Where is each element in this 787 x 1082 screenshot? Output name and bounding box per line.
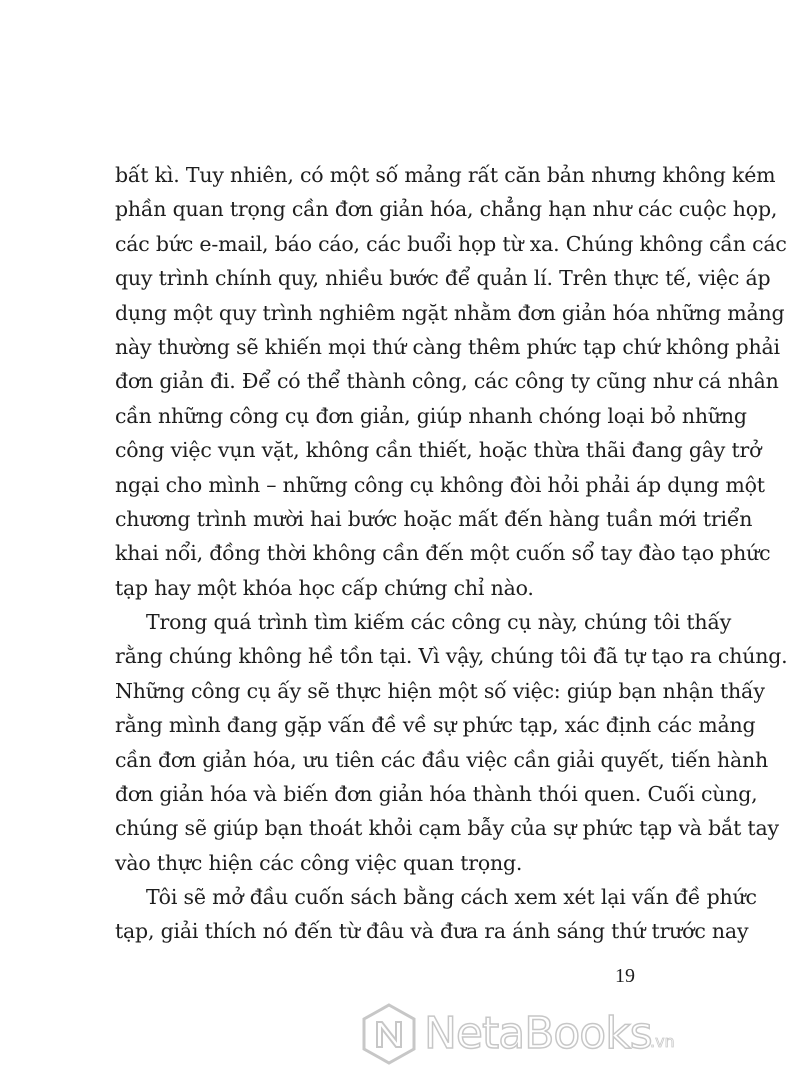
watermark-brand: NetaBooks: [424, 1008, 652, 1059]
text-line: dụng một quy trình nghiêm ngặt nhằm đơn giản hóa những mảng: [115, 300, 785, 325]
text-line: công việc vụn vặt, không cần thiết, hoặc thừa thãi đang gây trở: [115, 438, 762, 463]
text-line: chúng sẽ giúp bạn thoát khỏi cạm bẫy của sự phức tạp và bắt tay: [115, 816, 779, 841]
text-line: rằng mình đang gặp vấn đề về sự phức tạp, xác định các mảng: [115, 713, 756, 738]
text-line: cần những công cụ đơn giản, giúp nhanh chóng loại bỏ những: [115, 403, 747, 428]
watermark: [360, 1000, 700, 1070]
text-line: ngại cho mình – những công cụ không đòi hỏi phải áp dụng một: [115, 472, 765, 497]
text-line: rằng chúng không hề tồn tại. Vì vậy, chúng tôi đã tự tạo ra chúng.: [115, 644, 787, 669]
text-line: Trong quá trình tìm kiếm các công cụ này, chúng tôi thấy: [146, 610, 732, 634]
text-line: vào thực hiện các công việc quan trọng.: [115, 850, 523, 875]
paragraph-2: [115, 605, 787, 880]
text-line: phần quan trọng cần đơn giản hóa, chẳng hạn như các cuộc họp,: [115, 197, 778, 222]
text-line: Những công cụ ấy sẽ thực hiện một số việc: giúp bạn nhận thấy: [115, 678, 765, 703]
text-line: tạp, giải thích nó đến từ đâu và đưa ra ánh sáng thứ trước nay: [115, 919, 749, 944]
watermark-suffix: .vn: [650, 1032, 675, 1051]
text-line: bất kì. Tuy nhiên, có một số mảng rất căn bản nhưng không kém: [115, 163, 776, 187]
text-line: các bức e-mail, báo cáo, các buổi họp từ xa. Chúng không cần các: [115, 231, 787, 256]
text-line: này thường sẽ khiến mọi thứ càng thêm phức tạp chứ không phải: [115, 334, 780, 359]
netabooks-logo-icon: [360, 1002, 418, 1066]
paragraph-3: [115, 880, 757, 949]
text-line: đơn giản hóa và biến đơn giản hóa thành thói quen. Cuối cùng,: [115, 781, 758, 806]
page-number: 19: [615, 965, 635, 987]
text-line: cần đơn giản hóa, ưu tiên các đầu việc cần giải quyết, tiến hành: [115, 747, 768, 772]
text-line: đơn giản đi. Để có thể thành công, các công ty cũng như cá nhân: [115, 369, 779, 394]
text-line: chương trình mười hai bước hoặc mất đến hàng tuần mới triển: [115, 506, 753, 531]
text-line: khai nổi, đồng thời không cần đến một cuốn sổ tay đào tạo phức: [115, 541, 771, 566]
text-line: tạp hay một khóa học cấp chứng chỉ nào.: [115, 575, 534, 600]
paragraph-1: [115, 158, 787, 605]
text-line: quy trình chính quy, nhiều bước để quản lí. Trên thực tế, việc áp: [115, 266, 771, 291]
text-line: Tôi sẽ mở đầu cuốn sách bằng cách xem xét lại vấn đề phức: [146, 885, 757, 909]
